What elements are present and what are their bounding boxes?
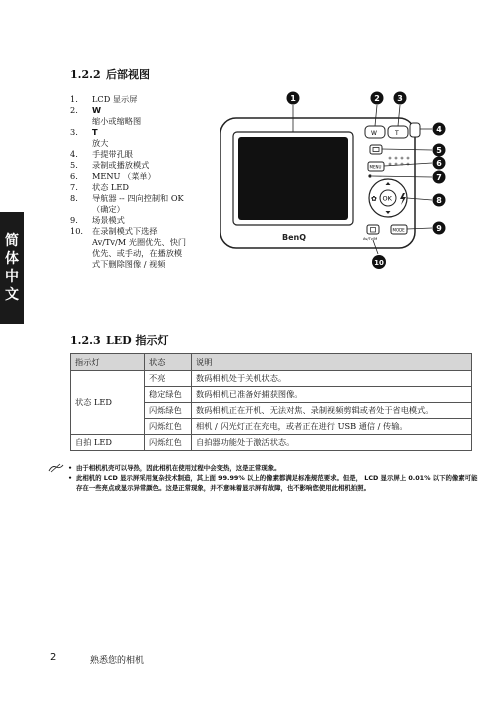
- table-cell-desc: 数码相机处于关机状态。: [192, 371, 472, 387]
- language-tab: [0, 212, 24, 324]
- table-header-row: [71, 354, 472, 371]
- strap-eyelet: [410, 123, 420, 137]
- mode-label: MODE: [392, 227, 405, 233]
- list-item: （确定）: [92, 204, 125, 214]
- list-item: 10. 在录制模式下选择: [70, 226, 158, 236]
- table-cell-desc: 数码相机正在开机、无法对焦、录制视频剪辑或者处于省电模式。: [192, 403, 472, 419]
- list-item: 6. MENU （菜单）: [70, 171, 156, 181]
- note-item: • 由于相机机壳可以导热，因此相机在使用过程中会变热，这是正常现象。: [68, 463, 478, 473]
- table-cell-desc: 数码相机已准备好捕获图像。: [192, 387, 472, 403]
- list-item: 7. 状态 LED: [70, 182, 129, 192]
- zoom-in-label: T: [395, 130, 399, 137]
- menu-label: MENU: [369, 164, 382, 170]
- column-header: 说明: [192, 354, 472, 371]
- list-item: 9. 场景模式: [70, 215, 125, 225]
- table-cell-desc: 自拍器功能处于激活状态。: [192, 435, 472, 451]
- section-title: 后部视图: [106, 68, 150, 81]
- list-item: 2. W: [70, 105, 102, 115]
- callout-number: 7: [436, 173, 442, 182]
- section-number: 1.2.3: [70, 334, 101, 347]
- brand-logo: BenQ: [282, 233, 307, 242]
- list-item: 优先、或手动，在播放模: [92, 248, 183, 258]
- column-header: 状态: [145, 354, 192, 371]
- page-number: 2: [50, 652, 57, 663]
- table-cell-state: 闪烁红色: [145, 419, 192, 435]
- callout-number: 8: [436, 196, 442, 205]
- table-row: [71, 435, 472, 451]
- table-cell-state: 稳定绿色: [145, 387, 192, 403]
- lcd-screen: [238, 137, 348, 220]
- zoom-out-label: W: [371, 130, 377, 137]
- table-cell-indicator: 状态 LED: [71, 371, 145, 435]
- table-cell-state: 不亮: [145, 371, 192, 387]
- chapter-title: 熟悉您的相机: [90, 656, 145, 666]
- notes-block: [48, 463, 478, 493]
- macro-icon: ✿: [371, 195, 377, 203]
- callout-number: 3: [397, 94, 403, 103]
- language-tab-char: 文: [5, 287, 19, 303]
- language-tab-char: 中: [5, 269, 19, 285]
- page-footer: [50, 652, 145, 666]
- status-led: [368, 174, 371, 177]
- avtvm-button[interactable]: [367, 225, 379, 234]
- list-item: 缩小或缩略图: [92, 116, 142, 126]
- table-cell-desc: 相机 / 闪光灯正在充电，或者正在进行 USB 通信 / 传输。: [192, 419, 472, 435]
- ok-label: OK: [382, 194, 392, 203]
- table-cell-state: 闪烁红色: [145, 435, 192, 451]
- list-item: 1. LCD 显示屏: [70, 94, 138, 104]
- list-item: 3. T: [70, 127, 98, 137]
- language-tab-char: 简: [5, 233, 19, 249]
- list-item: 5. 录制或播放模式: [70, 160, 150, 170]
- list-item: 放大: [92, 138, 109, 148]
- callout-number: 5: [436, 146, 442, 155]
- section-title: LED 指示灯: [106, 334, 169, 347]
- callout-number: 6: [436, 159, 442, 168]
- note-item: • 此相机的 LCD 显示屏采用复杂技术制造，其上面 99.99% 以上的像素都满足标准规范要求。但是， LCD 显示屏上 0.01% 以下的像素可能存在一些亮点或显示异常颜色。这是正常现象，并不意味着显示屏有故障，也不影响您使用此相机拍照。: [68, 473, 478, 493]
- callout-number: 9: [436, 224, 442, 233]
- list-item: 式下删除图像 / 视频: [92, 259, 166, 269]
- list-item: 8. 导航器 -- 四向控制和 OK: [70, 193, 184, 203]
- section-heading-rear-view: [70, 66, 150, 82]
- led-indicator-table: [70, 353, 472, 451]
- callout-number: 10: [374, 259, 384, 267]
- column-header: 指示灯: [71, 354, 145, 371]
- camera-rear-diagram: [220, 88, 460, 273]
- note-pencil-icon: [48, 463, 64, 473]
- list-item: 4. 手提带孔眼: [70, 149, 133, 159]
- section-number: 1.2.2: [70, 68, 101, 81]
- callout-number: 4: [436, 125, 442, 134]
- table-cell-state: 闪烁绿色: [145, 403, 192, 419]
- rear-view-parts-list: [70, 94, 220, 270]
- list-item: Av/Tv/M 光圈优先、快门: [92, 237, 187, 247]
- callout-number: 1: [290, 94, 296, 103]
- playback-mode-button[interactable]: [370, 145, 382, 154]
- language-tab-char: 体: [5, 251, 19, 267]
- table-cell-indicator: 自拍 LED: [71, 435, 145, 451]
- table-row: [71, 371, 472, 387]
- callout-number: 2: [374, 94, 380, 103]
- avtvm-label: Av/Tv/M: [363, 237, 378, 241]
- section-heading-led: [70, 332, 169, 348]
